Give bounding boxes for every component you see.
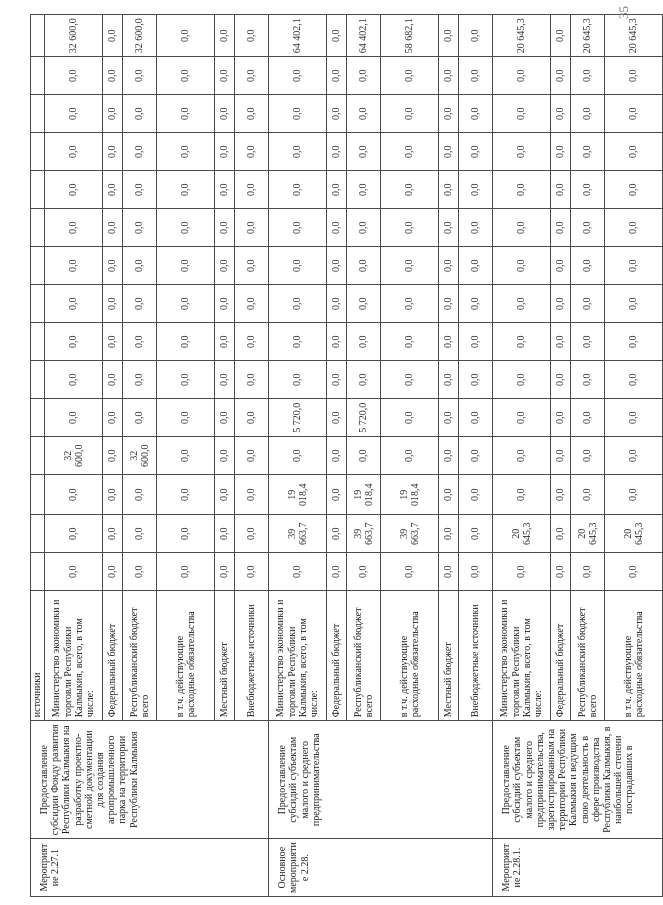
value-cell: 0,0 xyxy=(269,361,327,399)
value-cell: 20 645,3 xyxy=(493,515,551,553)
value-cell: 0,0 xyxy=(157,171,215,209)
value-cell: 0,0 xyxy=(103,361,123,399)
value-cell: 0,0 xyxy=(605,57,663,95)
value-cell: 0,0 xyxy=(439,15,459,57)
value-cell: 0,0 xyxy=(103,57,123,95)
value-cell xyxy=(31,515,45,553)
value-cell: 0,0 xyxy=(439,171,459,209)
source-cell: в т.ч. действующие расходные обязательства xyxy=(157,591,215,721)
value-cell: 0,0 xyxy=(571,553,605,591)
value-cell: 0,0 xyxy=(269,323,327,361)
value-cell: 0,0 xyxy=(45,247,103,285)
value-cell: 0,0 xyxy=(103,323,123,361)
value-cell: 0,0 xyxy=(459,209,493,247)
value-cell: 0,0 xyxy=(459,323,493,361)
value-cell: 0,0 xyxy=(551,133,571,171)
value-cell: 0,0 xyxy=(103,171,123,209)
value-cell: 0,0 xyxy=(571,285,605,323)
value-cell: 0,0 xyxy=(215,361,235,399)
value-cell: 0,0 xyxy=(493,209,551,247)
value-cell: 0,0 xyxy=(327,247,347,285)
value-cell: 19 018,4 xyxy=(381,475,439,515)
value-cell: 0,0 xyxy=(605,399,663,437)
value-cell: 0,0 xyxy=(269,553,327,591)
value-cell: 0,0 xyxy=(571,399,605,437)
value-cell: 0,0 xyxy=(123,553,157,591)
value-cell: 0,0 xyxy=(157,437,215,475)
value-cell: 0,0 xyxy=(439,209,459,247)
value-cell: 0,0 xyxy=(103,437,123,475)
value-cell: 0,0 xyxy=(269,95,327,133)
value-cell: 0,0 xyxy=(327,171,347,209)
value-cell: 0,0 xyxy=(123,171,157,209)
value-cell: 0,0 xyxy=(157,323,215,361)
value-cell: 19 018,4 xyxy=(269,475,327,515)
value-cell: 0,0 xyxy=(327,553,347,591)
value-cell: 0,0 xyxy=(45,475,103,515)
value-cell: 0,0 xyxy=(215,133,235,171)
value-cell: 0,0 xyxy=(157,15,215,57)
value-cell: 5 720,0 xyxy=(347,399,381,437)
value-cell xyxy=(31,209,45,247)
value-cell: 0,0 xyxy=(493,361,551,399)
value-cell xyxy=(31,323,45,361)
value-cell: 0,0 xyxy=(235,323,269,361)
value-cell: 0,0 xyxy=(439,285,459,323)
value-cell: 0,0 xyxy=(45,515,103,553)
value-cell: 0,0 xyxy=(103,15,123,57)
value-cell: 0,0 xyxy=(269,437,327,475)
value-cell: 0,0 xyxy=(605,95,663,133)
value-cell: 0,0 xyxy=(327,285,347,323)
value-cell: 0,0 xyxy=(439,361,459,399)
value-cell: 0,0 xyxy=(347,361,381,399)
value-cell: 0,0 xyxy=(551,285,571,323)
value-cell: 0,0 xyxy=(439,57,459,95)
value-cell: 0,0 xyxy=(459,95,493,133)
value-cell: 0,0 xyxy=(215,553,235,591)
value-cell: 0,0 xyxy=(215,209,235,247)
value-cell: 0,0 xyxy=(551,95,571,133)
value-cell: 0,0 xyxy=(157,209,215,247)
value-cell: 32 600,0 xyxy=(45,15,103,57)
value-cell: 0,0 xyxy=(103,553,123,591)
value-cell: 0,0 xyxy=(493,133,551,171)
value-cell: 0,0 xyxy=(347,437,381,475)
measure-cell: Мероприят ие 2.27.1 xyxy=(31,839,269,897)
value-cell: 19 018,4 xyxy=(347,475,381,515)
value-cell: 0,0 xyxy=(551,553,571,591)
value-cell: 0,0 xyxy=(551,171,571,209)
value-cell: 0,0 xyxy=(381,171,439,209)
value-cell: 0,0 xyxy=(45,133,103,171)
value-cell: 0,0 xyxy=(551,361,571,399)
value-cell: 0,0 xyxy=(215,285,235,323)
description-cell: Предоставление субсидий субъектам малого и среднего предпринимательства, зарегистрированным на территории Республики Калмыкия и ведущим свою деятельность в сфере производства Республики Калмыкия, в наибольшей степени пострадавших в xyxy=(493,721,663,839)
description-cell: Предоставление субсидий субъектам малого и среднего предпринимательства xyxy=(269,721,493,839)
value-cell: 0,0 xyxy=(459,171,493,209)
value-cell: 0,0 xyxy=(459,285,493,323)
value-cell: 0,0 xyxy=(215,515,235,553)
value-cell: 0,0 xyxy=(327,95,347,133)
value-cell xyxy=(31,553,45,591)
value-cell: 0,0 xyxy=(459,475,493,515)
value-cell: 0,0 xyxy=(235,361,269,399)
value-cell: 0,0 xyxy=(381,437,439,475)
value-cell: 0,0 xyxy=(459,515,493,553)
value-cell: 0,0 xyxy=(45,95,103,133)
value-cell: 0,0 xyxy=(157,95,215,133)
value-cell: 20 645,3 xyxy=(571,515,605,553)
table-row xyxy=(493,15,551,897)
value-cell: 0,0 xyxy=(381,553,439,591)
source-cell: в т.ч. действующие расходные обязательства xyxy=(605,591,663,721)
source-cell: в т.ч. действующие расходные обязательства xyxy=(381,591,439,721)
value-cell: 32 600,0 xyxy=(123,437,157,475)
value-cell: 0,0 xyxy=(215,15,235,57)
value-cell: 0,0 xyxy=(459,399,493,437)
value-cell: 0,0 xyxy=(605,323,663,361)
value-cell: 0,0 xyxy=(103,475,123,515)
value-cell: 0,0 xyxy=(459,57,493,95)
source-cell: Федеральный бюджет xyxy=(103,591,123,721)
value-cell xyxy=(31,171,45,209)
value-cell: 0,0 xyxy=(493,171,551,209)
value-cell: 0,0 xyxy=(235,247,269,285)
value-cell: 0,0 xyxy=(381,95,439,133)
source-cell: Местный бюджет xyxy=(215,591,235,721)
source-cell: Министерство экономики и торговли Республики Калмыкия, всего, в том числе: xyxy=(493,591,551,721)
value-cell xyxy=(31,399,45,437)
value-cell: 0,0 xyxy=(439,133,459,171)
value-cell: 0,0 xyxy=(493,323,551,361)
value-cell: 0,0 xyxy=(493,57,551,95)
value-cell: 0,0 xyxy=(439,247,459,285)
value-cell: 0,0 xyxy=(103,209,123,247)
value-cell: 0,0 xyxy=(215,399,235,437)
value-cell: 0,0 xyxy=(459,133,493,171)
value-cell: 0,0 xyxy=(571,133,605,171)
value-cell: 0,0 xyxy=(605,285,663,323)
value-cell: 0,0 xyxy=(381,133,439,171)
value-cell: 0,0 xyxy=(551,475,571,515)
value-cell: 0,0 xyxy=(269,171,327,209)
value-cell: 0,0 xyxy=(327,57,347,95)
measure-cell: Основное мероприяти е 2.28. xyxy=(269,839,493,897)
value-cell: 0,0 xyxy=(157,475,215,515)
value-cell: 0,0 xyxy=(551,57,571,95)
table-row xyxy=(31,15,45,897)
value-cell xyxy=(31,133,45,171)
source-cell: Федеральный бюджет xyxy=(327,591,347,721)
value-cell: 0,0 xyxy=(157,361,215,399)
value-cell: 0,0 xyxy=(269,133,327,171)
value-cell: 0,0 xyxy=(327,361,347,399)
value-cell: 20 645,3 xyxy=(605,515,663,553)
value-cell: 0,0 xyxy=(551,437,571,475)
value-cell: 0,0 xyxy=(327,437,347,475)
value-cell: 0,0 xyxy=(571,437,605,475)
value-cell: 58 682,1 xyxy=(381,15,439,57)
table-row xyxy=(269,15,327,897)
page-number: 35 xyxy=(616,6,631,19)
value-cell: 0,0 xyxy=(381,209,439,247)
value-cell: 0,0 xyxy=(103,247,123,285)
value-cell: 0,0 xyxy=(123,247,157,285)
value-cell: 0,0 xyxy=(381,247,439,285)
value-cell: 0,0 xyxy=(327,475,347,515)
value-cell: 0,0 xyxy=(605,553,663,591)
value-cell: 20 645,3 xyxy=(571,15,605,57)
source-cell: Республиканский бюджет всего xyxy=(123,591,157,721)
value-cell: 0,0 xyxy=(215,323,235,361)
value-cell: 0,0 xyxy=(215,57,235,95)
value-cell: 0,0 xyxy=(571,247,605,285)
value-cell: 0,0 xyxy=(459,437,493,475)
value-cell: 0,0 xyxy=(45,553,103,591)
value-cell: 0,0 xyxy=(551,399,571,437)
value-cell: 0,0 xyxy=(347,95,381,133)
value-cell: 0,0 xyxy=(157,247,215,285)
value-cell: 0,0 xyxy=(551,323,571,361)
value-cell: 0,0 xyxy=(327,323,347,361)
source-cell: Республиканский бюджет всего xyxy=(571,591,605,721)
value-cell: 0,0 xyxy=(123,209,157,247)
value-cell: 0,0 xyxy=(215,247,235,285)
value-cell xyxy=(31,285,45,323)
value-cell: 0,0 xyxy=(103,95,123,133)
value-cell: 0,0 xyxy=(439,95,459,133)
value-cell: 0,0 xyxy=(157,515,215,553)
value-cell: 0,0 xyxy=(439,515,459,553)
value-cell: 0,0 xyxy=(347,57,381,95)
source-cell: Федеральный бюджет xyxy=(551,591,571,721)
value-cell: 0,0 xyxy=(605,209,663,247)
value-cell: 0,0 xyxy=(381,399,439,437)
value-cell: 0,0 xyxy=(157,285,215,323)
value-cell: 0,0 xyxy=(45,171,103,209)
value-cell xyxy=(31,95,45,133)
value-cell: 0,0 xyxy=(215,95,235,133)
value-cell: 0,0 xyxy=(605,171,663,209)
value-cell: 0,0 xyxy=(459,361,493,399)
value-cell: 0,0 xyxy=(123,361,157,399)
value-cell: 20 645,3 xyxy=(493,15,551,57)
value-cell: 0,0 xyxy=(493,285,551,323)
value-cell: 0,0 xyxy=(235,133,269,171)
value-cell: 0,0 xyxy=(45,323,103,361)
value-cell xyxy=(31,57,45,95)
value-cell: 0,0 xyxy=(459,15,493,57)
value-cell: 0,0 xyxy=(571,323,605,361)
value-cell: 0,0 xyxy=(235,285,269,323)
source-cell: источники xyxy=(31,591,45,721)
value-cell: 0,0 xyxy=(381,57,439,95)
value-cell: 0,0 xyxy=(493,247,551,285)
value-cell: 0,0 xyxy=(605,361,663,399)
value-cell: 0,0 xyxy=(347,133,381,171)
value-cell: 0,0 xyxy=(327,133,347,171)
value-cell: 0,0 xyxy=(551,515,571,553)
value-cell: 0,0 xyxy=(235,553,269,591)
value-cell: 0,0 xyxy=(235,95,269,133)
value-cell: 0,0 xyxy=(381,323,439,361)
value-cell: 0,0 xyxy=(103,399,123,437)
value-cell: 0,0 xyxy=(123,475,157,515)
value-cell: 0,0 xyxy=(347,553,381,591)
value-cell xyxy=(31,247,45,285)
value-cell xyxy=(31,437,45,475)
value-cell: 0,0 xyxy=(571,361,605,399)
source-cell: Внебюджетные источники xyxy=(459,591,493,721)
value-cell: 0,0 xyxy=(269,57,327,95)
value-cell: 0,0 xyxy=(327,15,347,57)
value-cell: 0,0 xyxy=(235,209,269,247)
value-cell: 0,0 xyxy=(347,171,381,209)
value-cell: 0,0 xyxy=(439,437,459,475)
value-cell: 0,0 xyxy=(493,399,551,437)
value-cell: 0,0 xyxy=(123,57,157,95)
measure-cell: Мероприят ие 2.28.1. xyxy=(493,839,663,897)
value-cell: 0,0 xyxy=(327,209,347,247)
value-cell: 0,0 xyxy=(551,15,571,57)
value-cell: 0,0 xyxy=(381,361,439,399)
value-cell: 0,0 xyxy=(551,209,571,247)
value-cell: 0,0 xyxy=(157,399,215,437)
value-cell: 0,0 xyxy=(493,553,551,591)
value-cell: 0,0 xyxy=(327,399,347,437)
value-cell: 0,0 xyxy=(493,95,551,133)
value-cell: 0,0 xyxy=(103,133,123,171)
value-cell: 0,0 xyxy=(327,515,347,553)
value-cell: 0,0 xyxy=(215,475,235,515)
value-cell: 0,0 xyxy=(157,133,215,171)
value-cell: 39 663,7 xyxy=(269,515,327,553)
value-cell xyxy=(31,475,45,515)
value-cell: 0,0 xyxy=(571,209,605,247)
value-cell: 0,0 xyxy=(605,475,663,515)
value-cell: 5 720,0 xyxy=(269,399,327,437)
value-cell: 0,0 xyxy=(235,171,269,209)
value-cell: 0,0 xyxy=(103,515,123,553)
value-cell: 39 663,7 xyxy=(347,515,381,553)
value-cell: 0,0 xyxy=(347,247,381,285)
value-cell: 0,0 xyxy=(45,57,103,95)
value-cell: 0,0 xyxy=(269,209,327,247)
value-cell: 0,0 xyxy=(45,361,103,399)
value-cell: 0,0 xyxy=(235,399,269,437)
value-cell: 0,0 xyxy=(571,57,605,95)
value-cell: 0,0 xyxy=(551,247,571,285)
value-cell: 0,0 xyxy=(235,437,269,475)
value-cell: 0,0 xyxy=(493,475,551,515)
value-cell: 0,0 xyxy=(45,209,103,247)
value-cell: 0,0 xyxy=(123,133,157,171)
description-cell: Предоставление субсидии Фонду развития Республики Калмыкия на разработку проектно-сметной документации для создания агропромышленного парка на территории Республики Калмыкия xyxy=(31,721,269,839)
value-cell: 0,0 xyxy=(571,95,605,133)
source-cell: Местный бюджет xyxy=(439,591,459,721)
value-cell: 0,0 xyxy=(493,437,551,475)
value-cell: 0,0 xyxy=(103,285,123,323)
value-cell: 0,0 xyxy=(123,399,157,437)
value-cell: 0,0 xyxy=(605,437,663,475)
source-cell: Министерство экономики и торговли Республики Калмыкия, всего, в том числе: xyxy=(269,591,327,721)
value-cell: 0,0 xyxy=(439,553,459,591)
source-cell: Республиканский бюджет всего xyxy=(347,591,381,721)
value-cell: 0,0 xyxy=(459,553,493,591)
value-cell: 64 402,1 xyxy=(347,15,381,57)
value-cell: 0,0 xyxy=(235,475,269,515)
value-cell: 0,0 xyxy=(439,323,459,361)
value-cell: 0,0 xyxy=(235,15,269,57)
value-cell: 0,0 xyxy=(45,285,103,323)
value-cell: 39 663,7 xyxy=(381,515,439,553)
value-cell: 64 402,1 xyxy=(269,15,327,57)
value-cell: 32 600,0 xyxy=(45,437,103,475)
value-cell: 20 645,3 xyxy=(605,15,663,57)
budget-table xyxy=(30,14,663,897)
source-cell: Министерство экономики и торговли Республики Калмыкия, всего, в том числе: xyxy=(45,591,103,721)
value-cell: 0,0 xyxy=(123,285,157,323)
value-cell: 0,0 xyxy=(45,399,103,437)
value-cell: 0,0 xyxy=(381,285,439,323)
value-cell: 32 600,0 xyxy=(123,15,157,57)
value-cell: 0,0 xyxy=(439,399,459,437)
value-cell: 0,0 xyxy=(605,247,663,285)
value-cell: 0,0 xyxy=(571,171,605,209)
value-cell: 0,0 xyxy=(157,57,215,95)
value-cell: 0,0 xyxy=(123,515,157,553)
value-cell: 0,0 xyxy=(269,247,327,285)
value-cell: 0,0 xyxy=(157,553,215,591)
value-cell: 0,0 xyxy=(123,95,157,133)
value-cell: 0,0 xyxy=(347,209,381,247)
value-cell: 0,0 xyxy=(235,57,269,95)
value-cell xyxy=(31,15,45,57)
value-cell: 0,0 xyxy=(605,133,663,171)
value-cell: 0,0 xyxy=(215,437,235,475)
value-cell: 0,0 xyxy=(269,285,327,323)
value-cell: 0,0 xyxy=(235,515,269,553)
value-cell: 0,0 xyxy=(347,285,381,323)
source-cell: Внебюджетные источники xyxy=(235,591,269,721)
value-cell: 0,0 xyxy=(439,475,459,515)
value-cell: 0,0 xyxy=(459,247,493,285)
value-cell: 0,0 xyxy=(571,475,605,515)
value-cell xyxy=(31,361,45,399)
value-cell: 0,0 xyxy=(215,171,235,209)
value-cell: 0,0 xyxy=(123,323,157,361)
value-cell: 0,0 xyxy=(347,323,381,361)
